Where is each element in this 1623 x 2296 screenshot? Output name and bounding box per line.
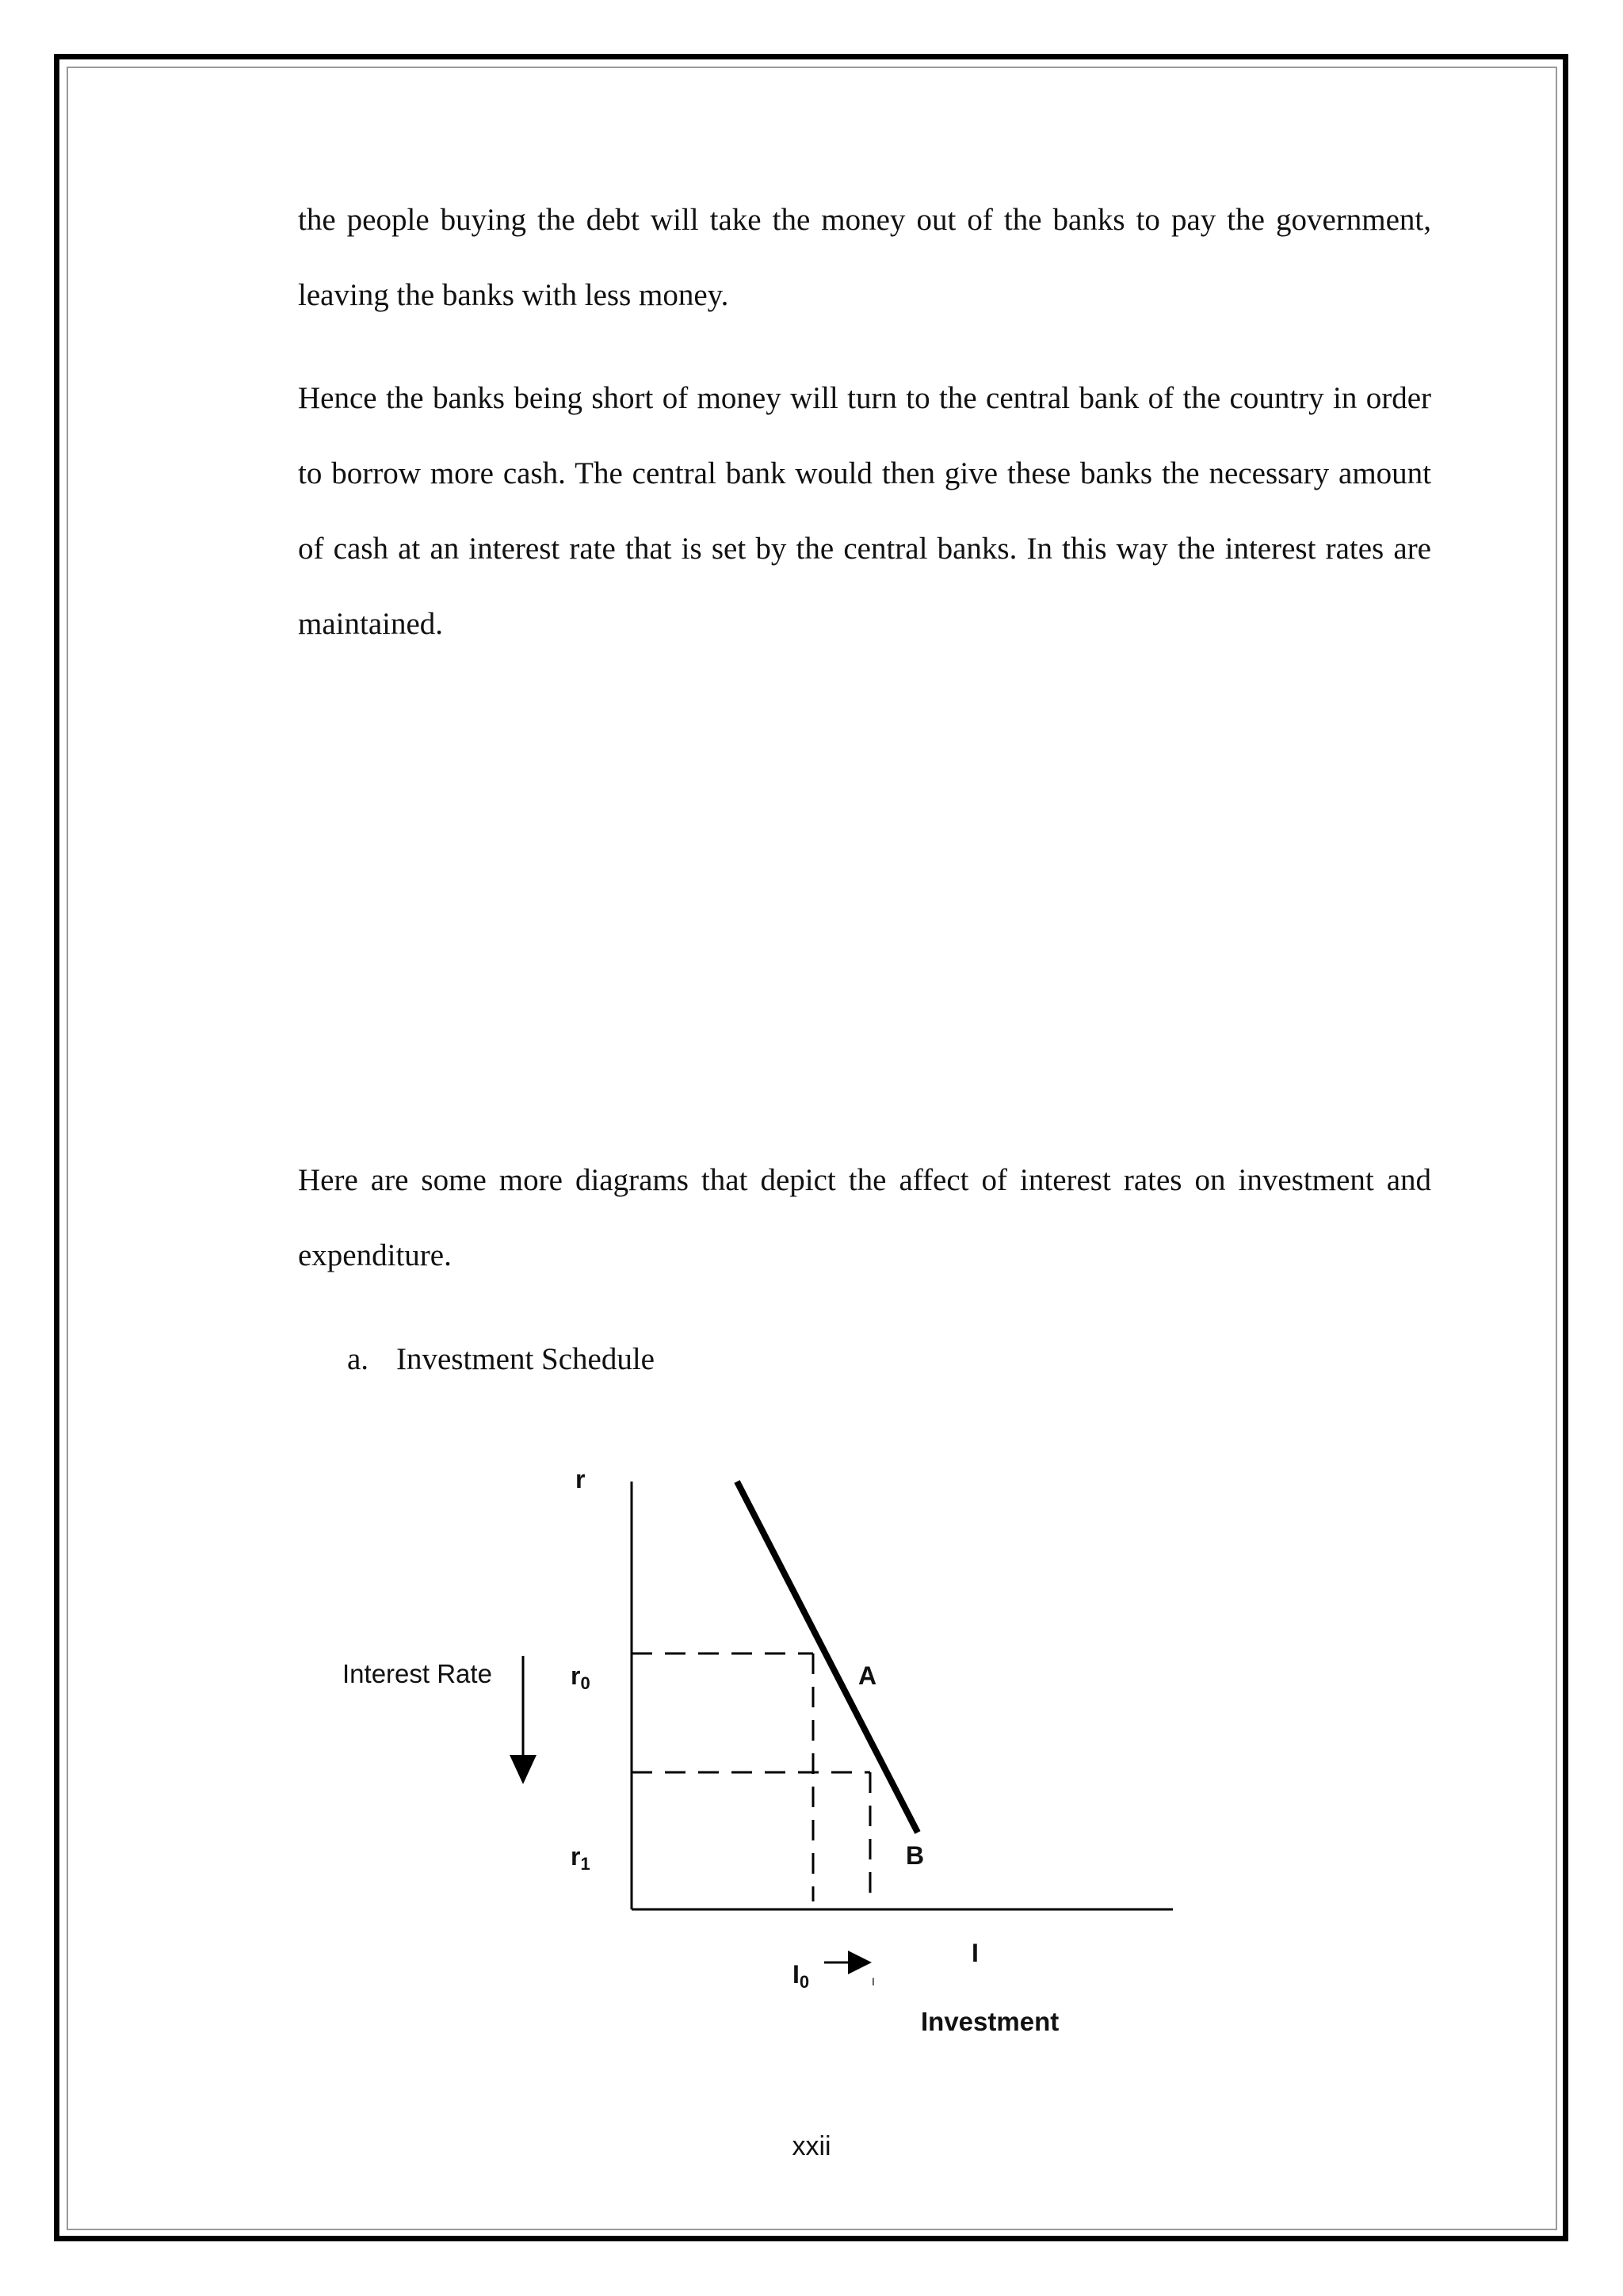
r0-main: r	[571, 1661, 581, 1690]
point-b-label: B	[906, 1841, 925, 1870]
investment-axis-title: Investment	[921, 2007, 1060, 2036]
y-axis-label: r	[575, 1465, 586, 1493]
paragraph-3: Here are some more diagrams that depict the affect of interest rates on investment and expenditure.	[298, 1163, 1431, 1272]
list-marker: a.	[347, 1342, 369, 1376]
r0-subscript: 0	[580, 1673, 590, 1693]
paragraph-2: Hence the banks being short of money will turn to the central bank of the country in order to borrow more cash. The central bank would then give these banks the necessary amount of cash at an interest rate that is set by the central banks. In this way the interest rates are maintained.	[298, 381, 1431, 641]
i1-label: I	[872, 1975, 875, 1988]
paragraph-1: the people buying the debt will take the money out of the banks to pay the government, leaving the banks with less money.	[298, 203, 1431, 312]
down-arrow-icon	[510, 1755, 537, 1784]
list-item-text: Investment Schedule	[396, 1342, 655, 1376]
r1-main: r	[571, 1842, 581, 1871]
page-number: xxii	[792, 2131, 831, 2161]
i0-subscript: 0	[799, 1972, 810, 1992]
r1-subscript: 1	[580, 1854, 590, 1874]
point-a-label: A	[858, 1661, 877, 1690]
r0-label	[571, 1661, 590, 1693]
i0-label	[792, 1960, 809, 1992]
interest-rate-label: Interest Rate	[342, 1659, 492, 1688]
right-arrow-icon	[848, 1951, 872, 1974]
investment-schedule-line	[737, 1482, 918, 1833]
r1-label	[571, 1842, 590, 1874]
i0-main: I	[792, 1960, 800, 1989]
x-axis-label: I	[972, 1939, 979, 1967]
